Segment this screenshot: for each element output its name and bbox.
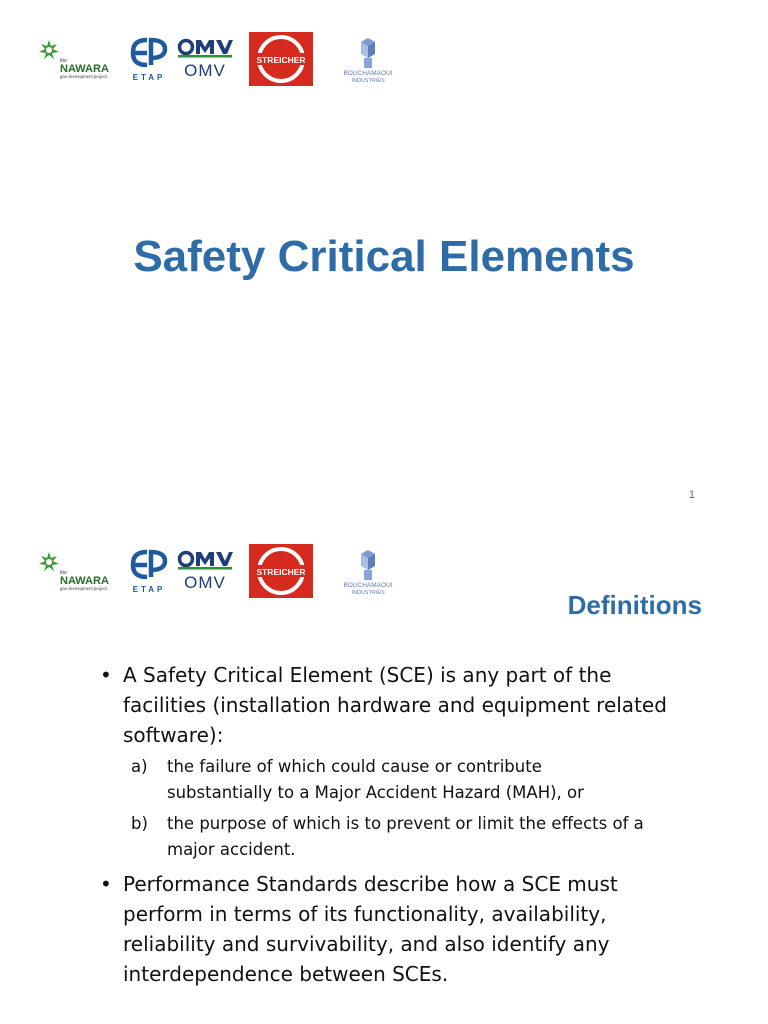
logo-bar: [38, 544, 418, 600]
bullet-dot-icon: •: [100, 872, 112, 896]
nawara-small-text: the: [60, 570, 67, 576]
omv-name: OMV: [184, 61, 226, 80]
streicher-logo: [249, 32, 313, 86]
bullet-text: Performance Standards describe how a SCE must perform in terms of its functionality, availability, reliability and survivability, and also identify any interdependence between SCEs.: [123, 872, 618, 986]
nawara-name: NAWARA: [60, 575, 109, 587]
bouchamaoui-line2: INDUSTRIES: [351, 78, 385, 84]
streicher-name: STREICHER: [256, 55, 306, 65]
presentation-title: Safety Critical Elements: [133, 232, 635, 281]
sub-item: [131, 811, 647, 863]
bullet-text: A Safety Critical Element (SCE) is any part of the facilities (installation hardware and equipment related software):: [123, 663, 667, 747]
etap-logo: [127, 546, 171, 596]
sub-item-marker: a): [131, 757, 148, 776]
omv-logo: [176, 548, 234, 596]
omv-name: OMV: [184, 573, 226, 592]
nawara-logo: [38, 38, 120, 80]
bullet-dot-icon: •: [100, 663, 112, 687]
etap-mark-icon: [133, 40, 165, 65]
slide-2: [0, 512, 768, 1024]
bullet-item: [100, 869, 703, 989]
omv-stylized-icon: [178, 552, 233, 570]
bouchamaoui-line1: BOUCHAMAOUI: [343, 70, 393, 77]
slide-content: [100, 660, 710, 989]
nawara-tagline: gas development project: [60, 586, 107, 591]
bullet-item: [100, 660, 683, 750]
page-number: 1: [688, 489, 695, 501]
sub-list: [100, 754, 710, 863]
bouchamaoui-logo: [326, 546, 410, 596]
bouchamaoui-line1: BOUCHAMAOUI: [343, 582, 393, 589]
slide-title: Definitions: [567, 590, 702, 620]
bouchamaoui-cube-icon: [361, 38, 375, 68]
bouchamaoui-line2: INDUSTRIES: [351, 590, 385, 596]
bouchamaoui-cube-icon: [361, 550, 375, 580]
nawara-small-text: the: [60, 58, 67, 64]
omv-stylized-icon: [178, 40, 233, 58]
etap-mark-icon: [133, 552, 165, 577]
nawara-name: NAWARA: [60, 63, 109, 75]
bouchamaoui-logo: [326, 34, 410, 84]
omv-logo: [176, 36, 234, 84]
etap-name: ETAP: [132, 585, 166, 594]
sub-item-marker: b): [131, 814, 148, 833]
nawara-logo: [38, 550, 120, 592]
sub-item: [131, 754, 647, 806]
nawara-tagline: gas development project: [60, 74, 107, 79]
sub-item-text: the failure of which could cause or contribute substantially to a Major Accident Hazard (MAH), or: [167, 757, 584, 802]
streicher-logo: [249, 544, 313, 598]
etap-logo: [127, 34, 171, 84]
sub-item-text: the purpose of which is to prevent or limit the effects of a major accident.: [167, 814, 644, 859]
streicher-name: STREICHER: [256, 567, 306, 577]
etap-name: ETAP: [132, 73, 166, 82]
nawara-star-icon: [39, 552, 59, 571]
nawara-star-icon: [39, 40, 59, 59]
logo-bar: [38, 32, 418, 88]
